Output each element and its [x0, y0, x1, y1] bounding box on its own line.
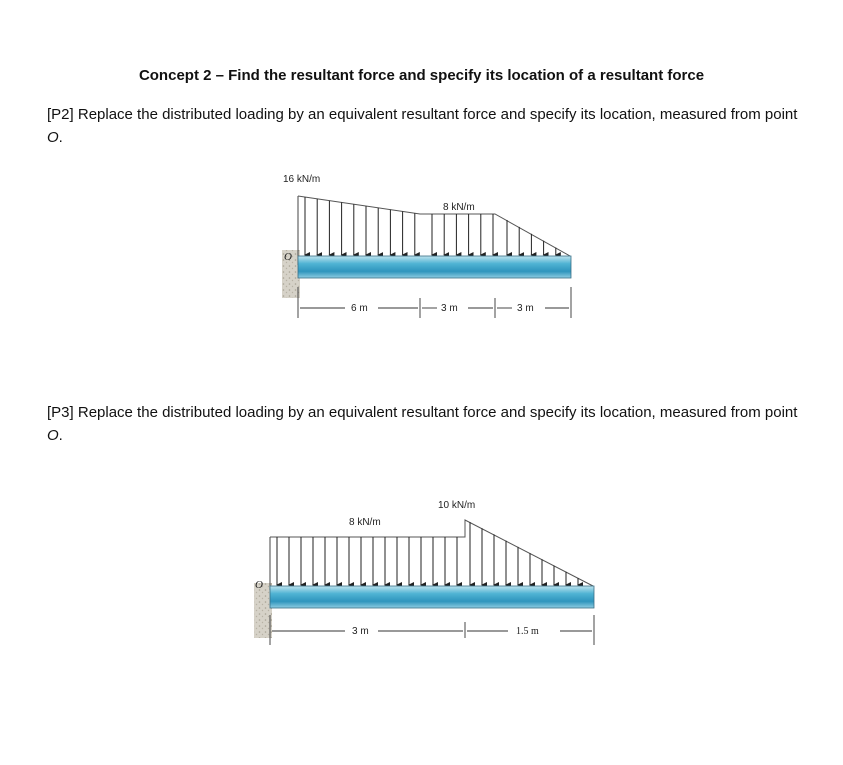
figure-p2 [282, 174, 571, 318]
load-arrows [305, 197, 556, 255]
problem-text: Replace the distributed loading by an equivalent resultant force and specify its location, measured from point [77, 404, 798, 421]
load-diagram-outline [298, 196, 570, 256]
dimension-label-3m: 3 m [517, 303, 534, 314]
problem-tag: [P3] [47, 404, 74, 421]
dimension-label-1-5m: 1.5 m [516, 626, 539, 637]
beam [270, 586, 594, 608]
point-label: O [47, 129, 59, 146]
beam [298, 256, 571, 278]
dimension-label-3m: 3 m [441, 303, 458, 314]
dimension-label-6m: 6 m [351, 303, 368, 314]
origin-label: O [255, 579, 263, 591]
dimension-line [270, 615, 594, 645]
concept-heading: Concept 2 – Find the resultant force and specify its location of a resultant force [138, 67, 705, 84]
dimension-label-3m: 3 m [352, 626, 369, 637]
load-label-8: 8 kN/m [349, 517, 381, 528]
problem-tag: [P2] [47, 106, 74, 123]
load-diagram-outline [270, 520, 593, 586]
origin-label: O [284, 251, 292, 263]
wall-support [254, 583, 272, 638]
problem-text-end: . [58, 129, 63, 146]
problem-text: Replace the distributed loading by an equivalent resultant force and specify its location, measured from point [77, 106, 798, 123]
figure-p3 [254, 500, 594, 645]
load-arrows [277, 522, 578, 585]
problem-text-end: . [58, 427, 63, 444]
point-label: O [47, 427, 59, 444]
load-label-16: 16 kN/m [283, 174, 321, 185]
load-label-10: 10 kN/m [438, 500, 476, 511]
load-label-8: 8 kN/m [443, 202, 475, 213]
